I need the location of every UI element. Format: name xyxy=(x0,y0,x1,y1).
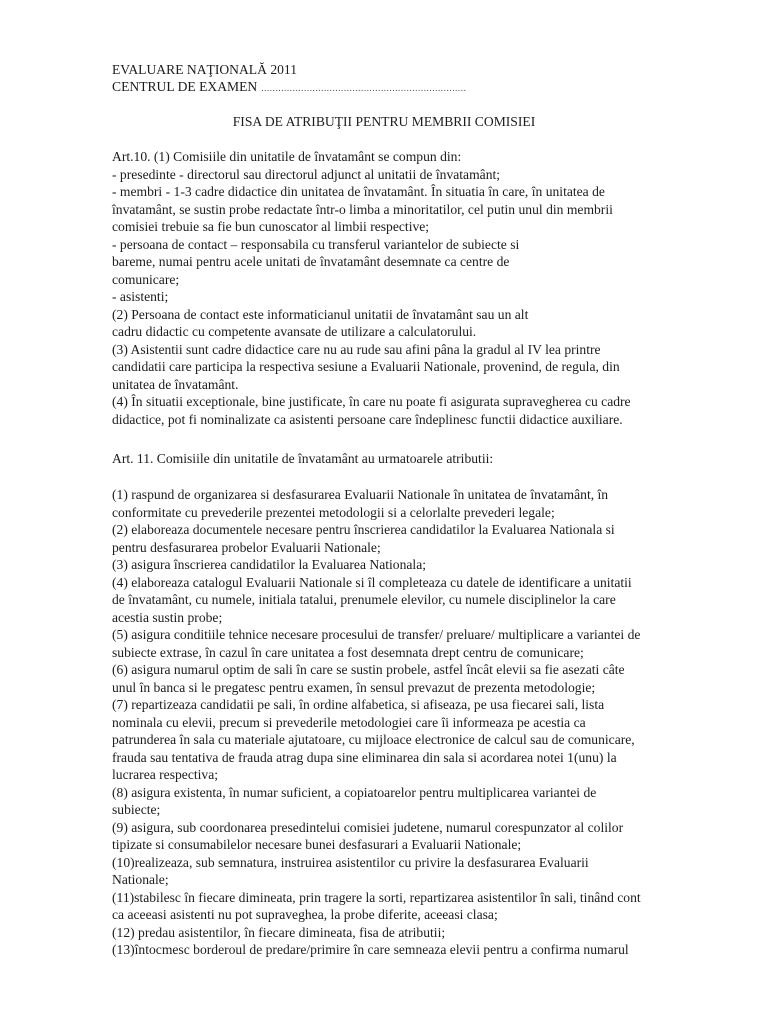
article-11-line: frauda sau tentativa de frauda atrag dupa sine eliminarea din sala si acordarea notei 1(unu) la xyxy=(112,749,617,765)
article-11-line: lucrarea respectiva; xyxy=(112,767,219,782)
article-11-line: unul în banca si le pregatesc pentru examen, în sensul prevazut de prezenta metodologie; xyxy=(112,679,596,695)
exam-title: EVALUARE NAŢIONALĂ 2011 xyxy=(112,62,298,77)
article-10-line: - persoana de contact – responsabila cu transferul variantelor de subiecte si xyxy=(112,236,520,252)
exam-center-label: CENTRUL DE EXAMEN xyxy=(112,79,258,94)
article-11-line: pentru desfasurarea probelor Evaluarii Nationale; xyxy=(112,539,381,555)
article-10-line: comisiei trebuie sa fie bun cunoscator al limbii respective; xyxy=(112,219,430,234)
article-10-line: (3) Asistentii sunt cadre didactice care nu au rude sau afini pâna la gradul al IV lea printre xyxy=(112,341,601,357)
article-10-line: didactice, pot fi nominalizate ca asistenti persoane care îndeplinesc functii didactice auxiliare. xyxy=(112,411,623,427)
article-11-line: (11)stabilesc în fiecare dimineata, prin tragere la sorti, repartizarea asistentilor în sali, tinând cont xyxy=(112,889,641,905)
document-title: FISA DE ATRIBUŢII PENTRU MEMBRII COMISIEI xyxy=(232,114,536,129)
article-10-line: comunicare; xyxy=(112,271,180,287)
article-11-line: (13)întocmesc borderoul de predare/primire în care semneaza elevii pentru a confirma numarul xyxy=(112,942,629,957)
article-11-line: (3) asigura înscrierea candidatilor la Evaluarea Nationala; xyxy=(112,557,427,572)
article-11-line: (12) predau asistentilor, în fiecare dimineata, fisa de atributii; xyxy=(112,924,446,940)
article-11-line: conformitate cu prevederile prezentei metodologii si a celorlalte prevederi legale; xyxy=(112,504,555,520)
exam-center-line xyxy=(112,78,466,97)
article-10-line: bareme, numai pentru acele unitati de învatamânt desemnate ca centre de xyxy=(112,254,510,269)
article-10-line: cadru didactic cu competente avansate de utilizare a calculatorului. xyxy=(112,324,477,339)
article-10-line: - presedinte - directorul sau directorul adjunct al unitatii de învatamânt; xyxy=(112,166,501,182)
article-11-line: tipizate si consumabilelor necesare bunei desfasurari a Evaluarii Nationale; xyxy=(112,837,522,852)
article-11-line: (6) asigura numarul optim de sali în care se sustin probele, astfel încât elevii sa fie asezati câte xyxy=(112,662,625,677)
article-11-line: (5) asigura conditiile tehnice necesare procesului de transfer/ preluare/ multiplicare a variantei de xyxy=(112,627,641,642)
article-10-line: Art.10. (1) Comisiile din unitatile de învatamânt se compun din: xyxy=(112,149,462,164)
article-11-line: subiecte extrase, în cazul în care unitatea a fost desemnata drept centru de comunicare; xyxy=(112,644,584,660)
article-11-line: nominala cu elevii, precum si prevederile metodologiei care îi informeaza pe acestia ca xyxy=(112,714,586,730)
article-11-line: (4) elaboreaza catalogul Evaluarii Nationale si îl completeaza cu datele de identificare a unitatii xyxy=(112,574,632,590)
article-11-line: (1) raspund de organizarea si desfasurarea Evaluarii Nationale în unitatea de învatamânt, în xyxy=(112,487,609,502)
article-10-line: - asistenti; xyxy=(112,289,169,304)
article-10-line: candidatii care participa la respectiva sesiune a Evaluarii Nationale, provenind, de regula, din xyxy=(112,359,620,374)
article-10-line: (2) Persoana de contact este informaticianul unitatii de învatamânt sau un alt xyxy=(112,306,529,322)
article-11-line: (9) asigura, sub coordonarea presedintelui comisiei judetene, numarul corespunzator al colilor xyxy=(112,819,624,835)
exam-center-blank: ........................................................................ xyxy=(261,83,467,93)
article-10 xyxy=(112,148,732,428)
article-11-line: (8) asigura existenta, în numar suficient, a copiatoarelor pentru multiplicarea variantei de xyxy=(112,784,597,800)
article-11-line: (7) repartizeaza candidatii pe sali, în ordine alfabetica, si afiseaza, pe usa fiecarei sali, lista xyxy=(112,697,605,712)
article-11-line: patrunderea în sala cu materiale ajutatoare, cu mijloace electronice de calcul sau de comunicare, xyxy=(112,732,635,747)
article-11-line: de învatamânt, cu numele, initiala tatalui, prenumele elevilor, cu numele disciplinelor la care xyxy=(112,592,616,607)
article-11-line: subiecte; xyxy=(112,802,161,817)
article-11 xyxy=(112,486,732,959)
article-11-heading: Art. 11. Comisiile din unitatile de învatamânt au urmatoarele atributii: xyxy=(112,451,494,466)
article-11-line: acestia sustin probe; xyxy=(112,609,223,625)
article-11-line: (10)realizeaza, sub semnatura, instruirea asistentilor cu privire la desfasurarea Evaluarii xyxy=(112,854,589,870)
article-10-line: (4) În situatii exceptionale, bine justificate, în care nu poate fi asigurata supravegherea cu cadre xyxy=(112,394,631,409)
article-10-line: unitatea de învatamânt. xyxy=(112,376,239,392)
article-11-line: Nationale; xyxy=(112,872,169,887)
article-10-line: - membri - 1-3 cadre didactice din unitatea de învatamânt. În situatia în care, în unitatea de xyxy=(112,184,605,199)
article-11-line: ca aceeasi asistenti nu pot supraveghea, la probe diferite, aceeasi clasa; xyxy=(112,907,498,922)
article-10-line: învatamânt, se sustin probe redactate într-o limba a minoritatilor, cel putin unul din membrii xyxy=(112,201,613,217)
article-11-line: (2) elaboreaza documentele necesare pentru înscrierea candidatilor la Evaluarea Nationala si xyxy=(112,522,615,537)
